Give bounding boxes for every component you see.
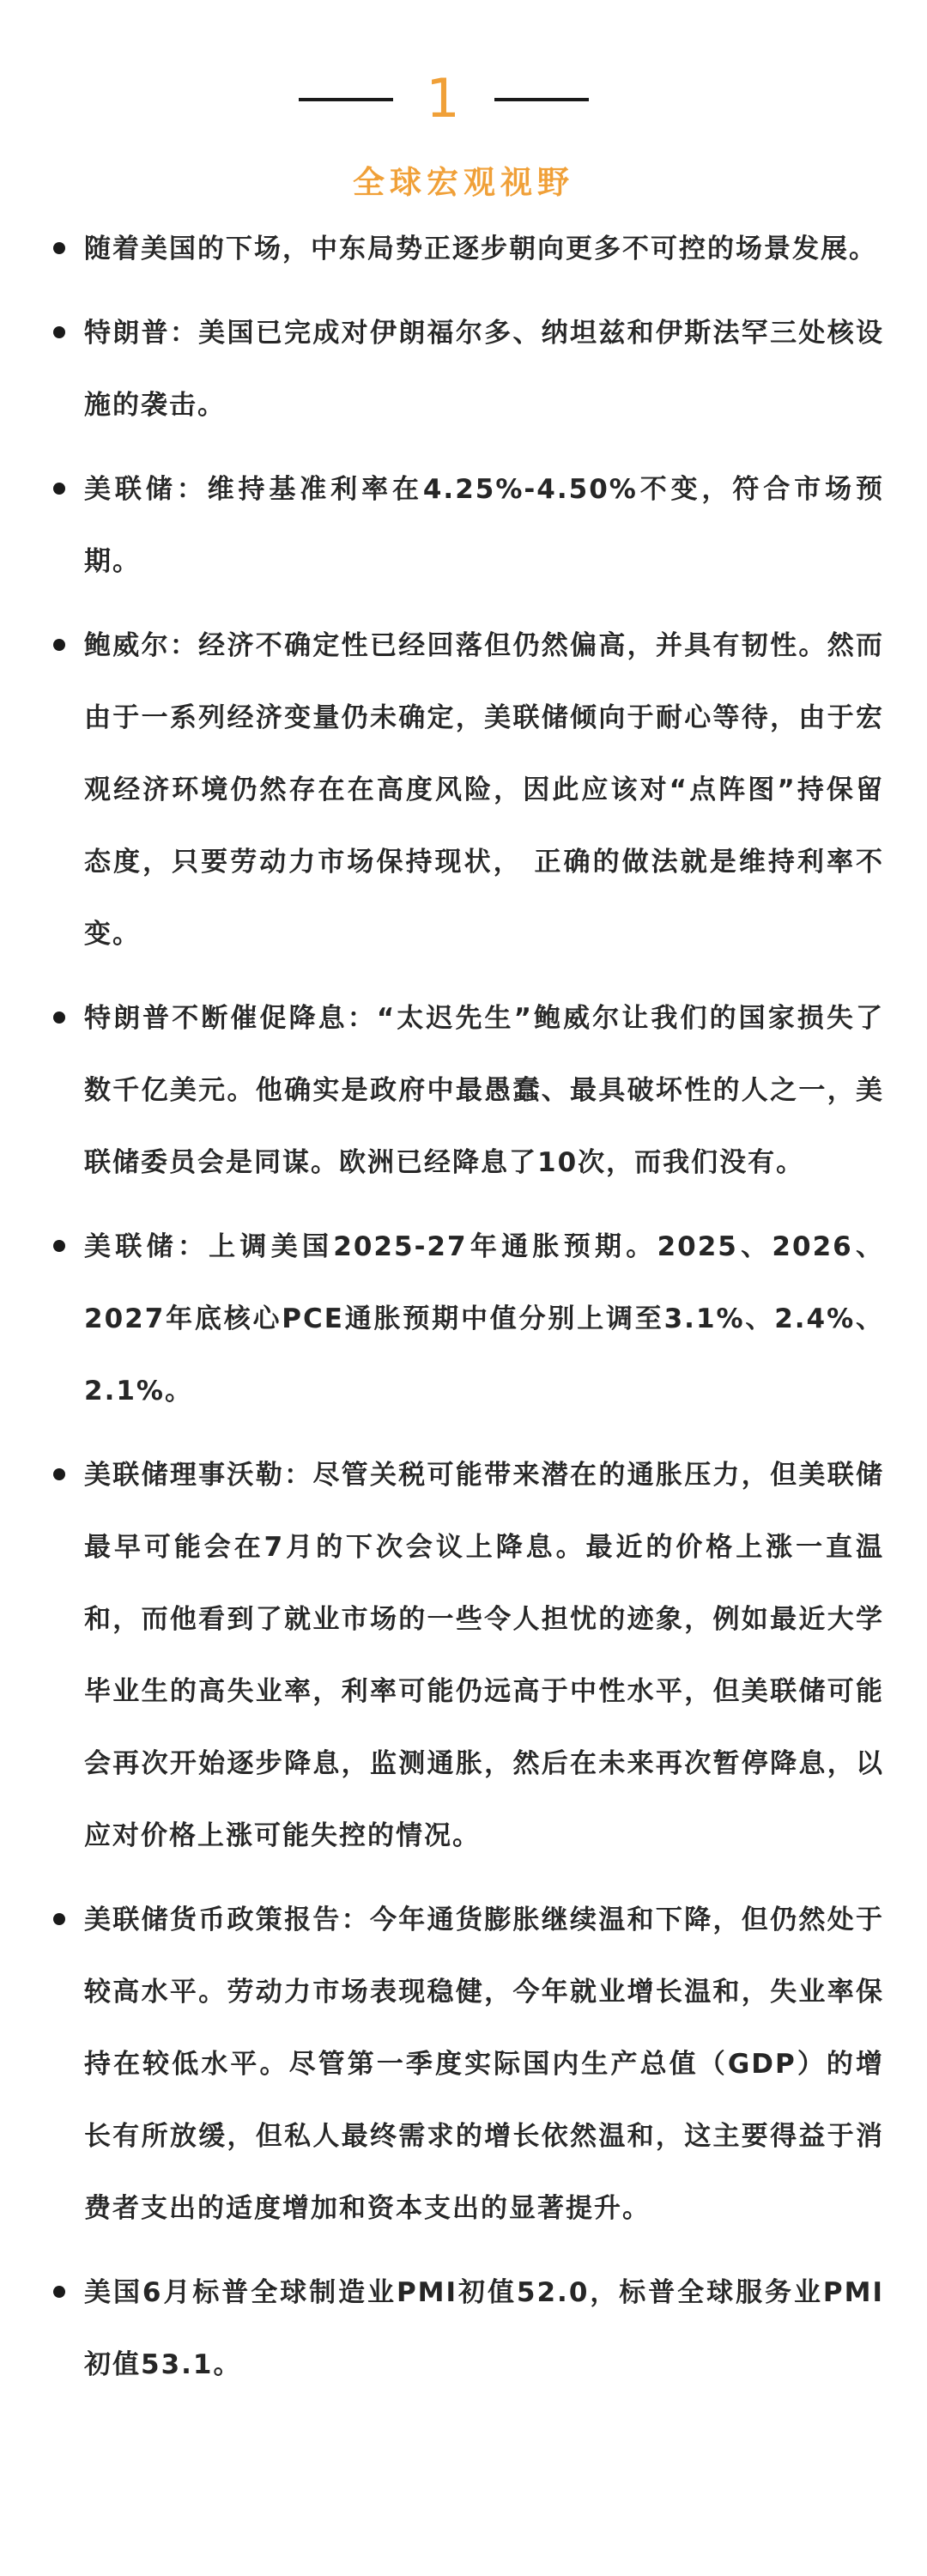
- bullet-item: [52, 297, 884, 441]
- bullet-text: 特朗普：美国已完成对伊朗福尔多、纳坦兹和伊斯法罕三处核设施的袭击。: [84, 318, 884, 421]
- bullet-dot-icon: [53, 483, 65, 495]
- bullet-text: 鲍威尔：经济不确定性已经回落但仍然偏高，并具有韧性。然而由于一系列经济变量仍未确定，美联储倾向于耐心等待，由于宏观经济环境仍然存在在高度风险，因此应该对“点阵图”持保留态度，只要劳动力市场保持现状， 正确的做法就是维持利率不变。: [84, 630, 884, 950]
- bullet-text: 美国6月标普全球制造业PMI初值52.0，标普全球服务业PMI初值53.1。: [84, 2277, 884, 2380]
- bullet-dot-icon: [53, 1012, 65, 1024]
- section-header: [0, 60, 927, 137]
- bullet-item: [52, 982, 884, 1199]
- bullet-dot-icon: [53, 2286, 65, 2298]
- bullet-item: [52, 1884, 884, 2245]
- bullet-dot-icon: [53, 1913, 65, 1925]
- bullet-text: 美联储理事沃勒：尽管关税可能带来潜在的通胀压力，但美联储最早可能会在7月的下次会议上降息。最近的价格上涨一直温和，而他看到了就业市场的一些令人担忧的迹象，例如最近大学毕业生的高失业率，利率可能仍远高于中性水平，但美联储可能会再次开始逐步降息，监测通胀，然后在未来再次暂停降息，以应对价格上涨可能失控的情况。: [84, 1460, 884, 1851]
- bullet-dot-icon: [53, 242, 65, 254]
- bullet-dot-icon: [53, 326, 65, 338]
- right-divider-line: [494, 98, 589, 101]
- left-divider-line: [299, 98, 393, 101]
- bullet-text: 美联储货币政策报告：今年通货膨胀继续温和下降，但仍然处于较高水平。劳动力市场表现稳健，今年就业增长温和，失业率保持在较低水平。尽管第一季度实际国内生产总值（GDP）的增长有所放缓，但私人最终需求的增长依然温和，这主要得益于消费者支出的适度增加和资本支出的显著提升。: [84, 1905, 884, 2224]
- bullet-dot-icon: [53, 639, 65, 651]
- bullet-text: 美联储：维持基准利率在4.25%-4.50%不变，符合市场预期。: [84, 474, 884, 577]
- bullet-item: [52, 610, 884, 970]
- bullet-dot-icon: [53, 1468, 65, 1480]
- bullet-item: [52, 1439, 884, 1872]
- section-number: 1: [426, 67, 460, 130]
- bullet-item: [52, 2257, 884, 2401]
- bullet-list: [52, 213, 884, 2413]
- section-title: 全球宏观视野: [353, 164, 574, 201]
- bullet-item: [52, 1211, 884, 1427]
- bullet-text: 特朗普不断催促降息：“太迟先生”鲍威尔让我们的国家损失了数千亿美元。他确实是政府中最愚蠢、最具破坏性的人之一，美联储委员会是同谋。欧洲已经降息了10次，而我们没有。: [84, 1003, 884, 1178]
- bullet-item: [52, 453, 884, 598]
- bullet-item: [52, 213, 884, 285]
- bullet-text: 美联储：上调美国2025-27年通胀预期。2025、2026、2027年底核心PCE通胀预期中值分别上调至3.1%、2.4%、2.1%。: [84, 1231, 884, 1406]
- bullet-text: 随着美国的下场，中东局势正逐步朝向更多不可控的场景发展。: [84, 234, 877, 264]
- bullet-dot-icon: [53, 1240, 65, 1252]
